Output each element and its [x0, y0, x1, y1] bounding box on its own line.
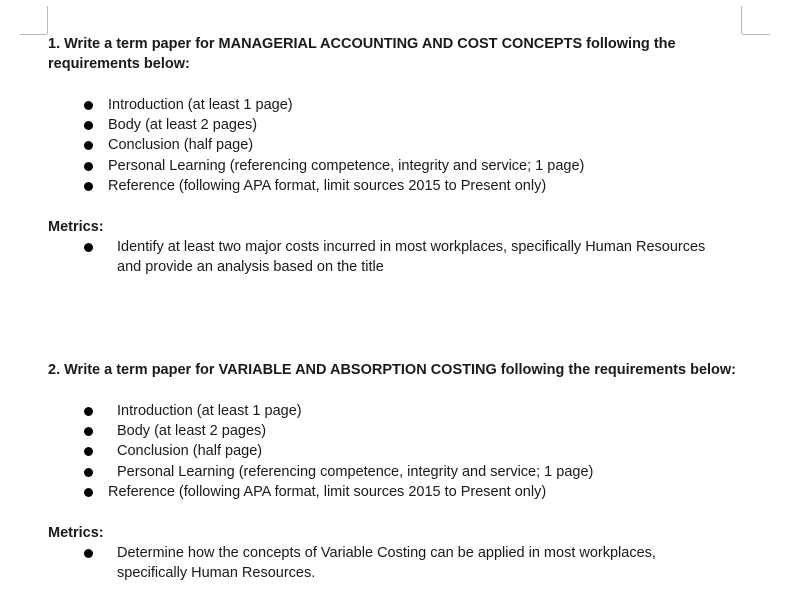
list-item — [48, 176, 748, 196]
list-item — [48, 421, 748, 441]
list-item-text: Introduction (at least 1 page) — [117, 403, 302, 419]
list-item-text: Introduction (at least 1 page) — [108, 97, 293, 113]
list-item — [48, 462, 748, 482]
section1-heading-line1: 1. Write a term paper for MANAGERIAL ACCOUNTING AND COST CONCEPTS following the — [48, 36, 676, 52]
list-item — [48, 115, 748, 135]
section2-requirements-list — [48, 401, 748, 502]
list-item-text: Conclusion (half page) — [117, 443, 263, 460]
section1-metrics — [48, 217, 748, 277]
list-item-text: Reference (following APA format, limit sources 2015 to Present only) — [108, 483, 547, 500]
list-item — [48, 401, 748, 421]
list-item-text: Personal Learning (referencing competence, integrity and service; 1 page) — [117, 463, 594, 480]
section1-metrics-list — [48, 237, 748, 277]
list-item-text: Reference (following APA format, limit sources 2015 to Present only) — [108, 177, 547, 194]
list-item-text: Body (at least 2 pages) — [108, 117, 258, 134]
list-item-text: Conclusion (half page) — [108, 137, 254, 154]
metrics-text-line1: Identify at least two major costs incurred in most workplaces, specifically Human Resources — [117, 239, 706, 255]
crop-mark-top-left-horizontal — [20, 34, 47, 35]
list-item — [48, 95, 748, 115]
list-item — [48, 237, 748, 277]
section1-requirements — [48, 95, 748, 196]
bullet-icon — [84, 549, 93, 558]
section2-requirements — [48, 401, 748, 502]
document-page — [48, 0, 748, 616]
bullet-icon — [84, 162, 93, 171]
section1-requirements-list — [48, 95, 748, 196]
list-item-text: Personal Learning (referencing competence, integrity and service; 1 page) — [108, 157, 585, 174]
bullet-icon — [84, 488, 93, 497]
metrics-text-line2: and provide an analysis based on the title — [117, 259, 384, 276]
list-item — [48, 482, 748, 502]
list-item — [48, 543, 748, 583]
bullet-icon — [84, 407, 93, 416]
section2-metrics-list — [48, 543, 748, 583]
section2-metrics-title: Metrics: — [48, 525, 104, 541]
section1-metrics-title: Metrics: — [48, 219, 104, 235]
section2-heading — [48, 360, 748, 380]
bullet-icon — [84, 101, 93, 110]
list-item — [48, 135, 748, 155]
section2-metrics — [48, 523, 748, 583]
metrics-text-line2: specifically Human Resources. — [117, 565, 316, 582]
list-item — [48, 441, 748, 461]
metrics-text-line1: Determine how the concepts of Variable Costing can be applied in most workplaces, — [117, 545, 656, 561]
list-item — [48, 156, 748, 176]
bullet-icon — [84, 182, 93, 191]
list-item-text: Body (at least 2 pages) — [117, 423, 267, 440]
bullet-icon — [84, 243, 93, 252]
section2-heading-line: 2. Write a term paper for VARIABLE AND ABSORPTION COSTING following the requirements below: — [48, 362, 737, 378]
section1-heading — [48, 34, 748, 74]
section1-heading-line2: requirements below: — [48, 56, 190, 72]
bullet-icon — [84, 468, 93, 477]
